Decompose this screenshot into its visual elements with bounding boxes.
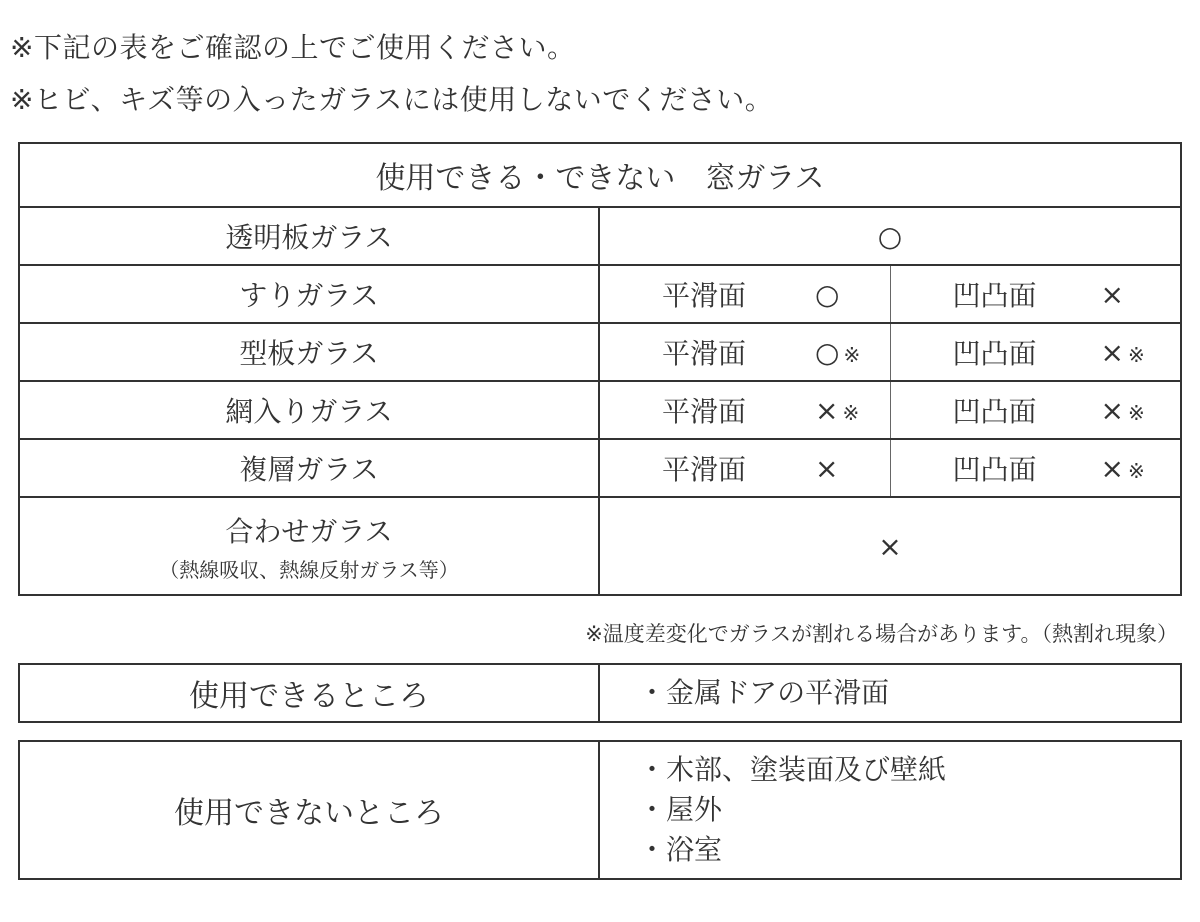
table-row bbox=[19, 265, 1181, 323]
table-row bbox=[19, 381, 1181, 439]
surface-split-cell bbox=[599, 439, 1181, 497]
smooth-surface-cell bbox=[600, 382, 890, 438]
rough-surface-label: 凹凸面 bbox=[952, 395, 1037, 428]
compatibility-mark: × bbox=[599, 497, 1181, 595]
rough-surface-label: 凹凸面 bbox=[952, 337, 1037, 370]
surface-split-cell bbox=[599, 381, 1181, 439]
glass-type-name bbox=[19, 497, 599, 595]
rough-surface-mark: × ※ bbox=[1100, 335, 1145, 369]
rough-surface-cell bbox=[890, 440, 1181, 496]
smooth-surface-cell bbox=[600, 440, 890, 496]
list-item: ・屋外 bbox=[638, 793, 723, 826]
rough-surface-mark: × bbox=[1100, 277, 1124, 311]
smooth-surface-label: 平滑面 bbox=[662, 395, 747, 428]
glass-type-name: 透明板ガラス bbox=[19, 207, 599, 265]
glass-type-name: 複層ガラス bbox=[19, 439, 599, 497]
surface-split-cell bbox=[599, 323, 1181, 381]
rough-surface-mark: × ※ bbox=[1100, 451, 1145, 485]
unusable-places-table bbox=[18, 740, 1182, 880]
list-item: ・木部、塗装面及び壁紙 bbox=[638, 753, 947, 786]
surface-split-cell bbox=[599, 265, 1181, 323]
glass-type-name: 網入りガラス bbox=[19, 381, 599, 439]
unusable-items bbox=[599, 741, 1181, 879]
smooth-surface-label: 平滑面 bbox=[662, 453, 747, 486]
rough-surface-cell bbox=[890, 266, 1181, 322]
table-row bbox=[19, 439, 1181, 497]
smooth-surface-mark: ○ ※ bbox=[815, 335, 861, 369]
rough-surface-mark: × ※ bbox=[1100, 393, 1145, 427]
unusable-label: 使用できないところ bbox=[19, 741, 599, 879]
footnote: ※温度差変化でガラスが割れる場合があります。（熱割れ現象） bbox=[585, 622, 1178, 646]
usable-item: ・金属ドアの平滑面 bbox=[599, 664, 1181, 722]
smooth-surface-mark: × ※ bbox=[815, 393, 860, 427]
table-row bbox=[19, 323, 1181, 381]
table-row bbox=[19, 497, 1181, 595]
glass-type-label: 合わせガラス bbox=[225, 514, 393, 548]
smooth-surface-cell bbox=[600, 324, 890, 380]
rough-surface-cell bbox=[890, 324, 1181, 380]
note-line-2: ※ヒビ、キズ等の入ったガラスには使用しないでください。 bbox=[10, 83, 774, 116]
table-title: 使用できる・できない 窓ガラス bbox=[19, 143, 1181, 207]
glass-type-name: 型板ガラス bbox=[19, 323, 599, 381]
note-line-1: ※下記の表をご確認の上でご使用ください。 bbox=[10, 31, 576, 64]
smooth-surface-label: 平滑面 bbox=[662, 279, 747, 312]
glass-type-name: すりガラス bbox=[19, 265, 599, 323]
smooth-surface-mark: ○ bbox=[815, 277, 840, 311]
glass-type-subtext: （熱線吸収、熱線反射ガラス等） bbox=[159, 557, 459, 582]
smooth-surface-label: 平滑面 bbox=[662, 337, 747, 370]
usable-label: 使用できるところ bbox=[19, 664, 599, 722]
smooth-surface-cell bbox=[600, 266, 890, 322]
usable-places-table bbox=[18, 663, 1182, 723]
compatibility-mark: ○ bbox=[599, 207, 1181, 265]
smooth-surface-mark: × bbox=[815, 451, 839, 485]
rough-surface-label: 凹凸面 bbox=[952, 453, 1037, 486]
table-row bbox=[19, 207, 1181, 265]
list-item: ・浴室 bbox=[638, 833, 723, 866]
rough-surface-cell bbox=[890, 382, 1181, 438]
rough-surface-label: 凹凸面 bbox=[952, 279, 1037, 312]
glass-compatibility-table bbox=[18, 142, 1182, 596]
